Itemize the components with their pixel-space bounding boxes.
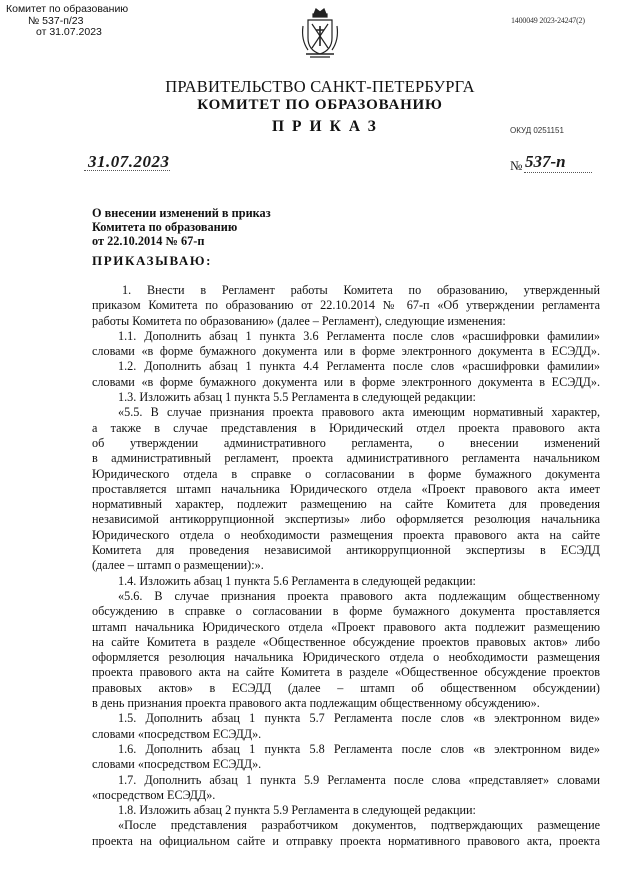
number-prefix: № [510,158,523,173]
body-line: приказом Комитета по образованию от 22.10.2014 № 67-п «Об утверждении регламента [92,298,600,313]
body-line: 1.7. Дополнить абзац 1 пункта 5.9 Регламента после слова «представляет» словами [118,772,600,787]
document-type: ПРИКАЗ [272,118,384,135]
handwritten-number: 537-п [525,152,566,171]
body-line: оформляется резолюция начальника Юридического отдела о необходимости размещения [92,650,600,665]
stamp-line-number: № 537-п/23 [28,14,84,27]
body-line: словами «в форме бумажного документа или в форме электронного документа в ЕСЭДД». [92,374,600,389]
body-line: на сайте Комитета в разделе «Общественное обсуждение проектов правовых актов» либо [92,634,600,649]
body-line: независимой антикоррупционной экспертизы» либо оформляется резолюция начальника [92,512,600,527]
body-line: 1.8. Изложить абзац 2 пункта 5.9 Регламента в следующей редакции: [118,803,476,818]
body-line: штамп начальника Юридического отдела «Проект правового акта подлежит размещению [92,619,600,634]
body-line: а также в случае представления в Юридический отдел проекта правового акта [92,420,600,435]
body-line: 1.5. Дополнить абзац 1 пункта 5.7 Регламента после слов «в электронном виде» [118,711,600,726]
subject-line: от 22.10.2014 № 67-п [92,233,205,248]
body-line: Юридического отдела в справке о согласовании в форме бумажного документа [92,466,600,481]
body-line: правовых актов» в ЕСЭДД (далее – штамп об общественном обсуждении) [92,680,600,695]
subject-line: О внесении изменений в приказ [92,206,271,220]
body-line: «5.5. В случае признания проекта правового акта имеющим нормативный характер, [118,405,600,420]
body-line: «5.6. В случае признания проекта правового акта подлежащим общественному [118,588,600,603]
body-line: словами «посредством ЕСЭДД». [92,757,262,772]
subject-line: Комитета по образованию [92,219,238,234]
body-line: «После представления разработчиком документов, подтверждающих размещение [118,818,600,833]
body-line: 1.3. Изложить абзац 1 пункта 5.5 Регламента в следующей редакции: [118,390,476,405]
body-line: об утверждении административного регламента, о внесении изменений [92,435,600,450]
body-line: нормативный характер, подлежит размещению на сайте Комитета для проведения [92,497,600,512]
body-line: обсуждению в справке о согласовании в форме бумажного документа проставляется [92,604,600,619]
body-line: 1.4. Изложить абзац 1 пункта 5.6 Регламента в следующей редакции: [118,573,476,588]
document-body [92,283,600,849]
committee-title: КОМИТЕТ ПО ОБРАЗОВАНИЮ [197,97,443,113]
government-title: ПРАВИТЕЛЬСТВО САНКТ-ПЕТЕРБУРГА [165,77,475,96]
body-line: 1.2. Дополнить абзац 1 пункта 4.4 Регламента после слов «расшифровки фамилии» [118,359,600,374]
decree-heading: ПРИКАЗЫВАЮ: [92,253,213,268]
handwritten-date: 31.07.2023 [88,152,170,171]
date-underline [84,170,170,171]
body-line: работы Комитета по образованию» (далее – Регламент), следующие изменения: [92,313,506,328]
body-line: 1. Внести в Регламент работы Комитета по образованию, утвержденный [122,283,600,297]
body-line: 1.1. Дополнить абзац 1 пункта 3.6 Регламента после слов «расшифровки фамилии» [118,328,600,343]
body-line: в административный регламент, проекта административного регламента начальником [92,451,600,466]
stamp-line-organization: Комитет по образованию [6,3,129,15]
number-underline [524,172,592,173]
coat-of-arms-icon [300,6,340,60]
okud-code: ОКУД 0251151 [510,126,564,135]
registration-number: 1400049 2023-24247(2) [511,16,585,25]
body-line: Юридического отдела о необходимости размещения проекта правового акта на сайте [92,527,600,542]
body-line: словами «посредством ЕСЭДД». [92,726,262,741]
body-line: Комитета для проведения независимой антикоррупционной экспертизы в ЕСЭДД [92,543,600,558]
body-line: «посредством ЕСЭДД». [92,787,216,802]
body-line: (далее – штамп о размещении):». [92,558,264,573]
body-line: проекта на официальном сайте и отправку проекта нормативного правового акта, проекта [92,833,600,848]
body-line: проекта правового акта на сайте Комитета в разделе «Общественное обсуждение проектов [92,665,600,680]
body-line: в день признания проекта правового акта подлежащим общественному обсуждению». [92,696,540,711]
registration-stamp [6,4,128,39]
body-line: проставляется штамп начальника Юридического отдела «Проект правового акта имеет [92,481,600,496]
document-subject [92,207,271,248]
stamp-line-date: от 31.07.2023 [36,26,102,38]
body-line: 1.6. Дополнить абзац 1 пункта 5.8 Регламента после слов «в электронном виде» [118,741,600,756]
body-line: словами «в форме бумажного документа или в форме электронного документа в ЕСЭДД». [92,344,600,359]
